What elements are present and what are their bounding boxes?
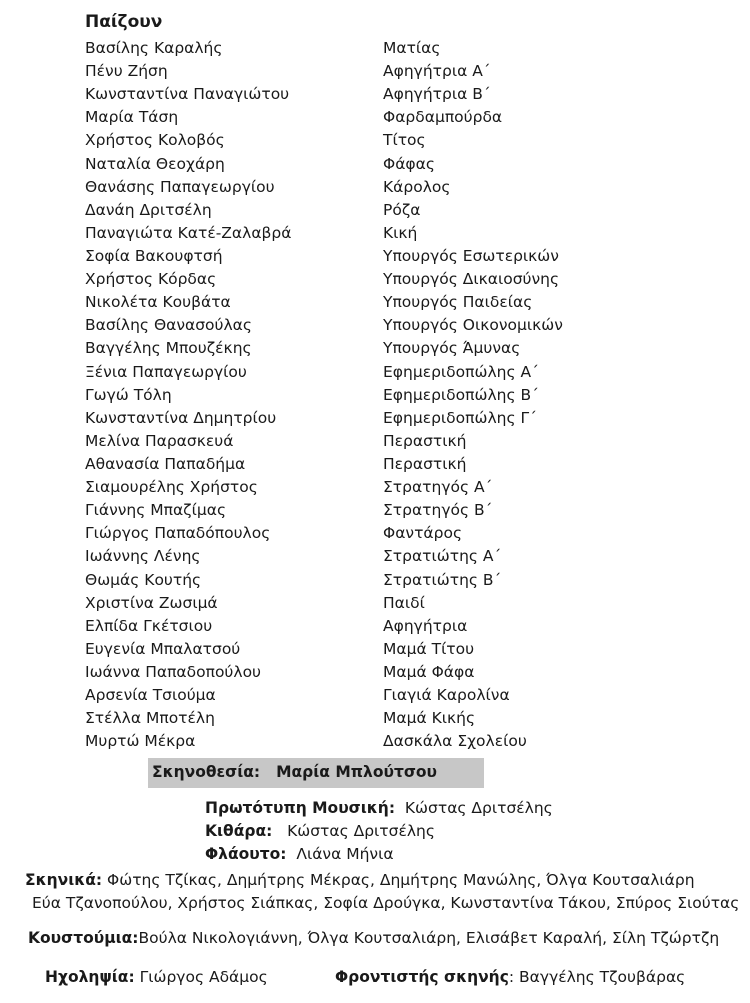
cast-actor: Δανάη Δριτσέλη <box>85 200 212 219</box>
cast-actor: Αρσενία Τσιούμα <box>85 686 216 705</box>
cast-actor: Σιαμουρέλης Χρήστος <box>85 478 258 497</box>
cast-role: Υπουργός Άμυνας <box>383 339 521 358</box>
cast-row <box>85 454 645 477</box>
director-bar <box>148 758 484 788</box>
cast-actor: Πένυ Ζήση <box>85 62 168 81</box>
cast-role: Στρατηγός Β΄ <box>383 501 493 520</box>
cast-role: Εφημεριδοπώλης Γ΄ <box>383 408 537 427</box>
cast-row <box>85 500 645 523</box>
cast-actor: Μελίνα Παρασκευά <box>85 431 234 450</box>
cast-row <box>85 616 645 639</box>
cast-role: Εφημεριδοπώλης Β΄ <box>383 385 539 404</box>
cast-row <box>85 200 645 223</box>
cast-role: Υπουργός Οικονομικών <box>383 316 563 335</box>
cast-actor: Γιάννης Μπαζίμας <box>85 501 227 520</box>
cast-row <box>85 662 645 685</box>
cast-actor: Αθανασία Παπαδήμα <box>85 454 246 473</box>
guitar-credit <box>205 821 435 841</box>
cast-role: Κική <box>383 223 418 242</box>
sound-label: Ηχοληψία: <box>45 968 135 986</box>
cast-row <box>85 107 645 130</box>
sound-credit <box>45 967 268 987</box>
director-name: Μαρία Μπλούτσου <box>276 763 438 781</box>
flute-label: Φλάουτο: <box>205 845 287 863</box>
sets-credit-line2 <box>32 893 739 913</box>
stage-manager-label: Φροντιστής σκηνής <box>335 968 509 986</box>
cast-actor: Ιωάννης Λένης <box>85 547 201 566</box>
cast-row <box>85 246 645 269</box>
cast-actor: Σοφία Βακουφτσή <box>85 246 223 265</box>
cast-role: Δασκάλα Σχολείου <box>383 732 527 751</box>
music-label: Πρωτότυπη Μουσική: <box>205 799 396 817</box>
cast-actor: Ελπίδα Γκέτσιου <box>85 616 213 635</box>
cast-role: Φαντάρος <box>383 524 463 543</box>
director-label: Σκηνοθεσία: <box>152 763 261 781</box>
cast-role: Περαστική <box>383 431 467 450</box>
cast-actor: Παναγιώτα Κατέ-Ζαλαβρά <box>85 223 292 242</box>
cast-actor: Μαρία Τάση <box>85 108 179 127</box>
cast-row <box>85 315 645 338</box>
sets-label: Σκηνικά: <box>25 871 103 889</box>
cast-actor: Ξένια Παπαγεωργίου <box>85 362 247 381</box>
costumes-label: Κουστούμια: <box>28 929 139 947</box>
cast-row <box>85 431 645 454</box>
cast-role: Στρατηγός Α΄ <box>383 478 493 497</box>
music-name: Κώστας Δριτσέλης <box>404 799 553 817</box>
cast-actor: Ιωάννα Παπαδοπούλου <box>85 662 262 681</box>
cast-actor: Θωμάς Κουτής <box>85 570 202 589</box>
cast-actor: Θανάσης Παπαγεωργίου <box>85 177 275 196</box>
sets-names-line2: Εύα Τζανοπούλου, Χρήστος Σιάπκας, Σοφία Δρούγκα, Κωνσταντίνα Τάκου, Σπύρος Σιούτας <box>32 894 740 912</box>
cast-role: Παιδί <box>383 593 425 612</box>
cast-actor: Νικολέτα Κουβάτα <box>85 293 231 312</box>
cast-role: Αφηγήτρια Β΄ <box>383 85 491 104</box>
cast-role: Υπουργός Δικαιοσύνης <box>383 270 560 289</box>
cast-role: Μαμά Κικής <box>383 709 476 728</box>
cast-row <box>85 338 645 361</box>
cast-row <box>85 408 645 431</box>
stage-manager-credit: Φροντιστής σκηνής: Βαγγέλης Τζουβάρας <box>335 968 686 986</box>
cast-actor: Μυρτώ Μέκρα <box>85 732 196 751</box>
costumes-names: Βούλα Νικολογιάννη, Όλγα Κουτσαλιάρη, Ελισάβετ Καραλή, Σίλη Τζώρτζη <box>138 929 720 947</box>
cast-row <box>85 362 645 385</box>
cast-actor: Βασίλης Καραλής <box>85 39 223 57</box>
cast-actor: Βασίλης Θανασούλας <box>85 316 252 335</box>
music-credit <box>205 798 553 818</box>
cast-row <box>85 731 645 754</box>
stage-manager-name: Βαγγέλης Τζουβάρας <box>519 968 686 986</box>
cast-row <box>85 570 645 593</box>
guitar-label: Κιθάρα: <box>205 822 273 840</box>
cast-role: Περαστική <box>383 454 467 473</box>
cast-row <box>85 38 645 61</box>
cast-actor: Βαγγέλης Μπουζέκης <box>85 339 252 358</box>
cast-actor: Χρήστος Κολοβός <box>85 131 225 150</box>
cast-row <box>85 685 645 708</box>
cast-row <box>85 269 645 292</box>
cast-role: Κάρολος <box>383 177 451 196</box>
cast-role: Αφηγήτρια Α΄ <box>383 62 491 81</box>
cast-row <box>85 523 645 546</box>
cast-role: Τίτος <box>383 131 426 150</box>
cast-role: Στρατιώτης Β΄ <box>383 570 502 589</box>
cast-heading: Παίζουν <box>85 12 163 32</box>
cast-role: Στρατιώτης Α΄ <box>383 547 502 566</box>
cast-actor: Χριστίνα Ζωσιμά <box>85 593 218 612</box>
sets-credit-line1 <box>25 870 695 890</box>
cast-row <box>85 177 645 200</box>
cast-row <box>85 593 645 616</box>
cast-role: Φαρδαμπούρδα <box>383 108 503 127</box>
cast-actor: Ευγενία Μπαλατσού <box>85 639 241 658</box>
guitar-name: Κώστας Δριτσέλης <box>287 822 435 840</box>
cast-list <box>85 38 645 754</box>
cast-row <box>85 639 645 662</box>
cast-row <box>85 708 645 731</box>
cast-role: Μαμά Τίτου <box>383 639 475 658</box>
cast-actor: Γιώργος Παπαδόπουλος <box>85 524 271 543</box>
flute-credit <box>205 844 394 864</box>
cast-row <box>85 223 645 246</box>
cast-actor: Στέλλα Μποτέλη <box>85 709 215 728</box>
cast-row <box>85 84 645 107</box>
cast-role: Ρόζα <box>383 200 421 219</box>
flute-name: Λιάνα Μήνια <box>296 845 394 863</box>
cast-role: Μαμά Φάφα <box>383 662 475 681</box>
cast-role: Υπουργός Εσωτερικών <box>383 246 559 265</box>
cast-actor: Κωνσταντίνα Παναγιώτου <box>85 85 290 104</box>
cast-row <box>85 546 645 569</box>
cast-row <box>85 292 645 315</box>
cast-row <box>85 61 645 84</box>
cast-role: Φάφας <box>383 154 435 173</box>
cast-role: Εφημεριδοπώλης Α΄ <box>383 362 539 381</box>
cast-actor: Γωγώ Τόλη <box>85 385 172 404</box>
cast-row <box>85 130 645 153</box>
cast-actor: Χρήστος Κόρδας <box>85 270 217 289</box>
sets-names-line1: Φώτης Τζίκας, Δημήτρης Μέκρας, Δημήτρης Μανώλης, Όλγα Κουτσαλιάρη <box>107 871 695 889</box>
cast-actor: Ναταλία Θεοχάρη <box>85 154 225 173</box>
cast-actor: Κωνσταντίνα Δημητρίου <box>85 408 277 427</box>
cast-row <box>85 477 645 500</box>
costumes-credit <box>28 928 719 948</box>
cast-role: Υπουργός Παιδείας <box>383 293 533 312</box>
sound-name: Γιώργος Αδάμος <box>139 968 268 986</box>
cast-row <box>85 385 645 408</box>
cast-role: Ματίας <box>383 39 441 57</box>
cast-role: Γιαγιά Καρολίνα <box>383 686 510 705</box>
cast-row <box>85 154 645 177</box>
cast-role: Αφηγήτρια <box>383 616 468 635</box>
